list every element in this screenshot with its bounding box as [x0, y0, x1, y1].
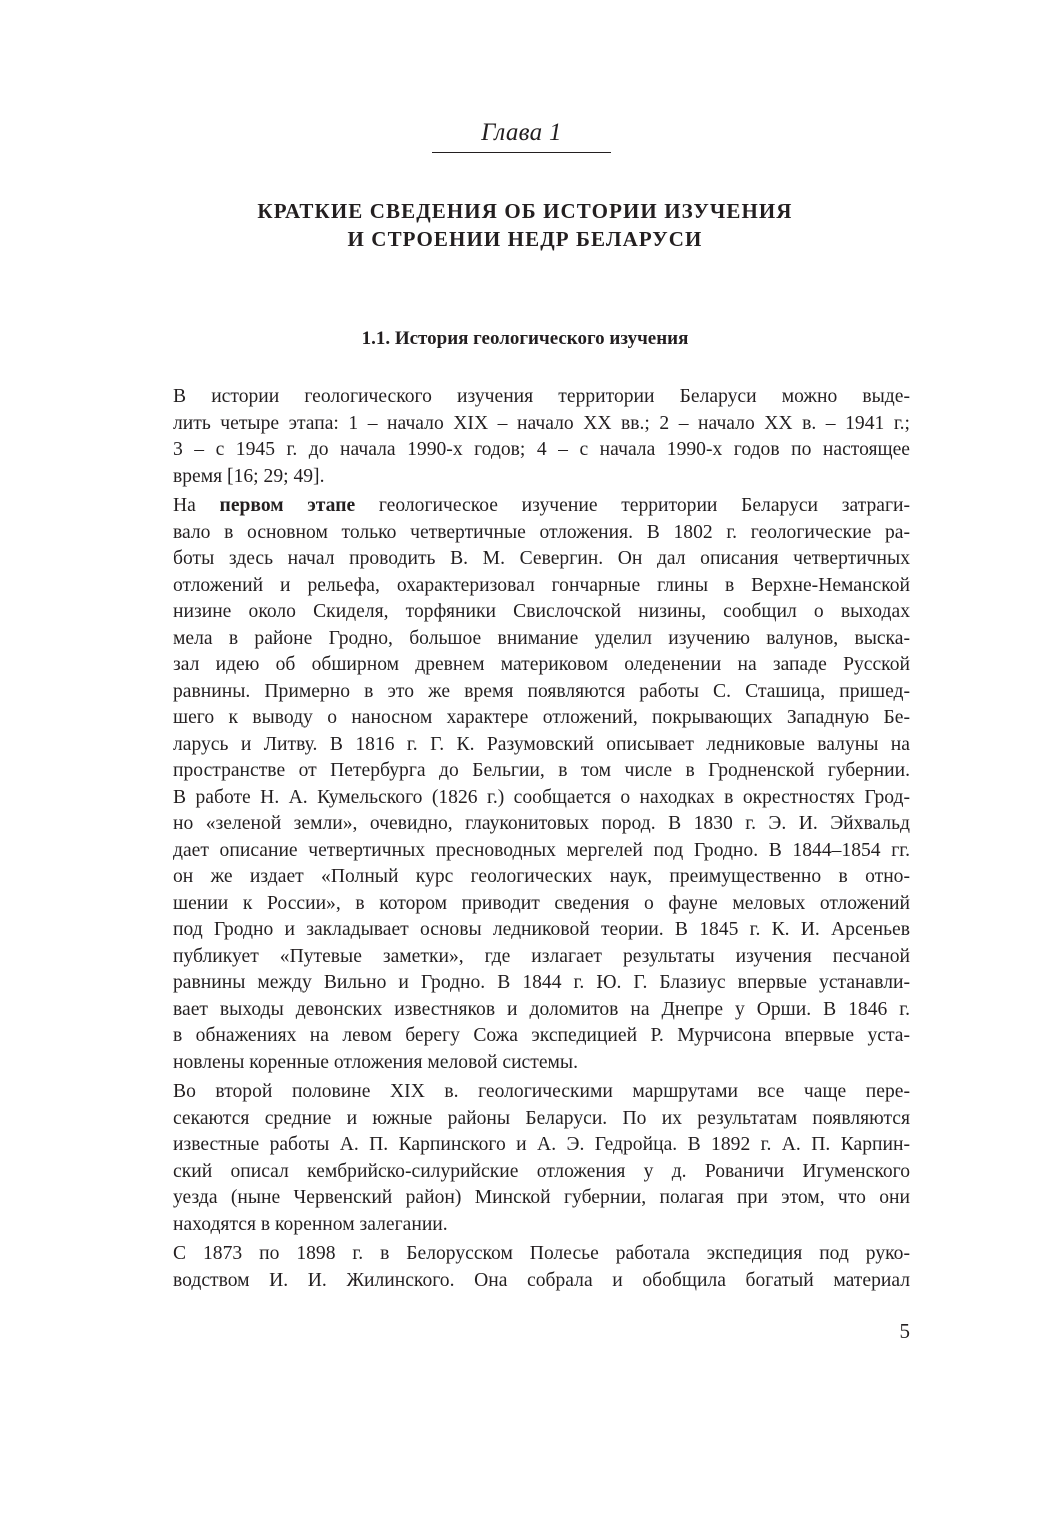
text-line	[136, 493, 910, 520]
text-line: но «зеленой земли», очевидно, глауконитовых пород. В 1830 г. Э. И. Эйхвальд	[173, 813, 910, 834]
text-line: в обнажениях на левом берегу Сожа экспедицией Р. Мурчисона впервые уста-	[173, 1025, 910, 1046]
text-line: шении к России», в котором приводит сведения о фауне меловых отложений	[173, 892, 910, 914]
text-line: мела в районе Гродно, большое внимание уделил изучению валунов, выска-	[173, 627, 910, 649]
chapter-underline	[432, 152, 611, 153]
text-line: водством И. И. Жилинского. Она собрала и обобщила богатый материал	[173, 1269, 910, 1291]
chapter-title-line-2: И СТРОЕНИИ НЕДР БЕЛАРУСИ	[347, 227, 703, 251]
text-line: секаются средние и южные районы Беларуси. По их результатам появляются	[173, 1107, 910, 1129]
text-line: дает описание четвертичных пресноводных мергелей под Гродно. В 1844–1854 гг.	[173, 839, 910, 861]
text-line: низине около Скиделя, торфяники Свислочской низины, сообщил о выходах	[173, 601, 910, 622]
section-title: 1.1. История геологического изучения	[361, 328, 689, 349]
chapter-label: Глава 1	[481, 119, 562, 146]
chapter-title-line-1: КРАТКИЕ СВЕДЕНИЯ ОБ ИСТОРИИ ИЗУЧЕНИЯ	[257, 199, 793, 223]
text-line: боты здесь начал проводить В. М. Севергин. Он дал описания четвертичных	[173, 548, 910, 569]
text-line: шего к выводу о наносном характере отложений, покрывающих Западную Бе-	[173, 707, 910, 728]
paragraph-1	[136, 384, 910, 490]
text-line: лить четыре этапа: 1 – начало XIX – начало XX вв.; 2 – начало XX в. – 1941 г.;	[173, 412, 910, 434]
text-line: вает выходы девонских известняков и доломитов на Днепре у Орши. В 1846 г.	[173, 998, 910, 1020]
text-line: В работе Н. А. Кумельского (1826 г.) сообщается о находках в окрестностях Грод-	[173, 786, 910, 808]
text-line: В истории геологического изучения территории Беларуси можно выде-	[173, 386, 910, 407]
text-line: уезда (ныне Червенский район) Минской губернии, полагая при этом, что они	[173, 1187, 910, 1208]
text-line: ларусь и Литву. В 1816 г. Г. К. Разумовский описывает ледниковые валуны на	[173, 733, 910, 755]
text-line: равнины. Примерно в это же время появляются работы С. Сташица, пришед-	[173, 680, 910, 702]
emphasis-first-stage: первом этапе	[219, 495, 356, 516]
text-line: равнины между Вильно и Гродно. В 1844 г. Ю. Г. Блазиус впервые устанавли-	[173, 972, 910, 993]
paragraph-3	[136, 1079, 910, 1238]
page-number: 5	[899, 1319, 910, 1343]
text-line: Во второй половине XIX в. геологическими маршрутами все чаще пере-	[173, 1081, 910, 1102]
text-line: он же издает «Полный курс геологических наук, преимущественно в отно-	[173, 866, 910, 887]
chapter-title	[140, 197, 910, 253]
paragraph-4	[136, 1241, 910, 1294]
body-text	[136, 384, 910, 1297]
text-line: время [16; 29; 49].	[173, 465, 325, 487]
paragraph-2	[136, 493, 910, 1076]
text-line: публикует «Путевые заметки», где излагает результаты изучения песчаной	[173, 945, 910, 967]
text-line: находятся в коренном залегании.	[173, 1213, 448, 1235]
text-line: отложений и рельефа, охарактеризовал гончарные глины в Верхне-Неманской	[173, 574, 910, 596]
text-line: пространстве от Петербурга до Бельгии, в том числе в Гродненской губернии.	[173, 760, 910, 781]
text-line: новлены коренные отложения меловой системы.	[173, 1051, 578, 1073]
text-line: 3 – с 1945 г. до начала 1990-х годов; 4 – с начала 1990-х годов по настоящее	[173, 439, 910, 460]
text-line: вало в основном только четвертичные отложения. В 1802 г. геологические ра-	[173, 521, 910, 543]
text-line: ский описал кембрийско-силурийские отложения у д. Рованичи Игуменского	[173, 1160, 910, 1182]
text-line: зал идею об обширном древнем материковом оледенении на западе Русской	[173, 654, 910, 675]
lead-text: На	[173, 495, 220, 516]
lead-rest: геологическое изучение территории Беларуси затраги-	[355, 495, 910, 516]
text-line: С 1873 по 1898 г. в Белорусском Полесье работала экспедиция под руко-	[173, 1243, 910, 1264]
text-line: известные работы А. П. Карпинского и А. Э. Гедройца. В 1892 г. А. П. Карпин-	[173, 1134, 910, 1155]
text-line: под Гродно и закладывает основы ледниковой теории. В 1845 г. К. И. Арсеньев	[173, 919, 910, 940]
